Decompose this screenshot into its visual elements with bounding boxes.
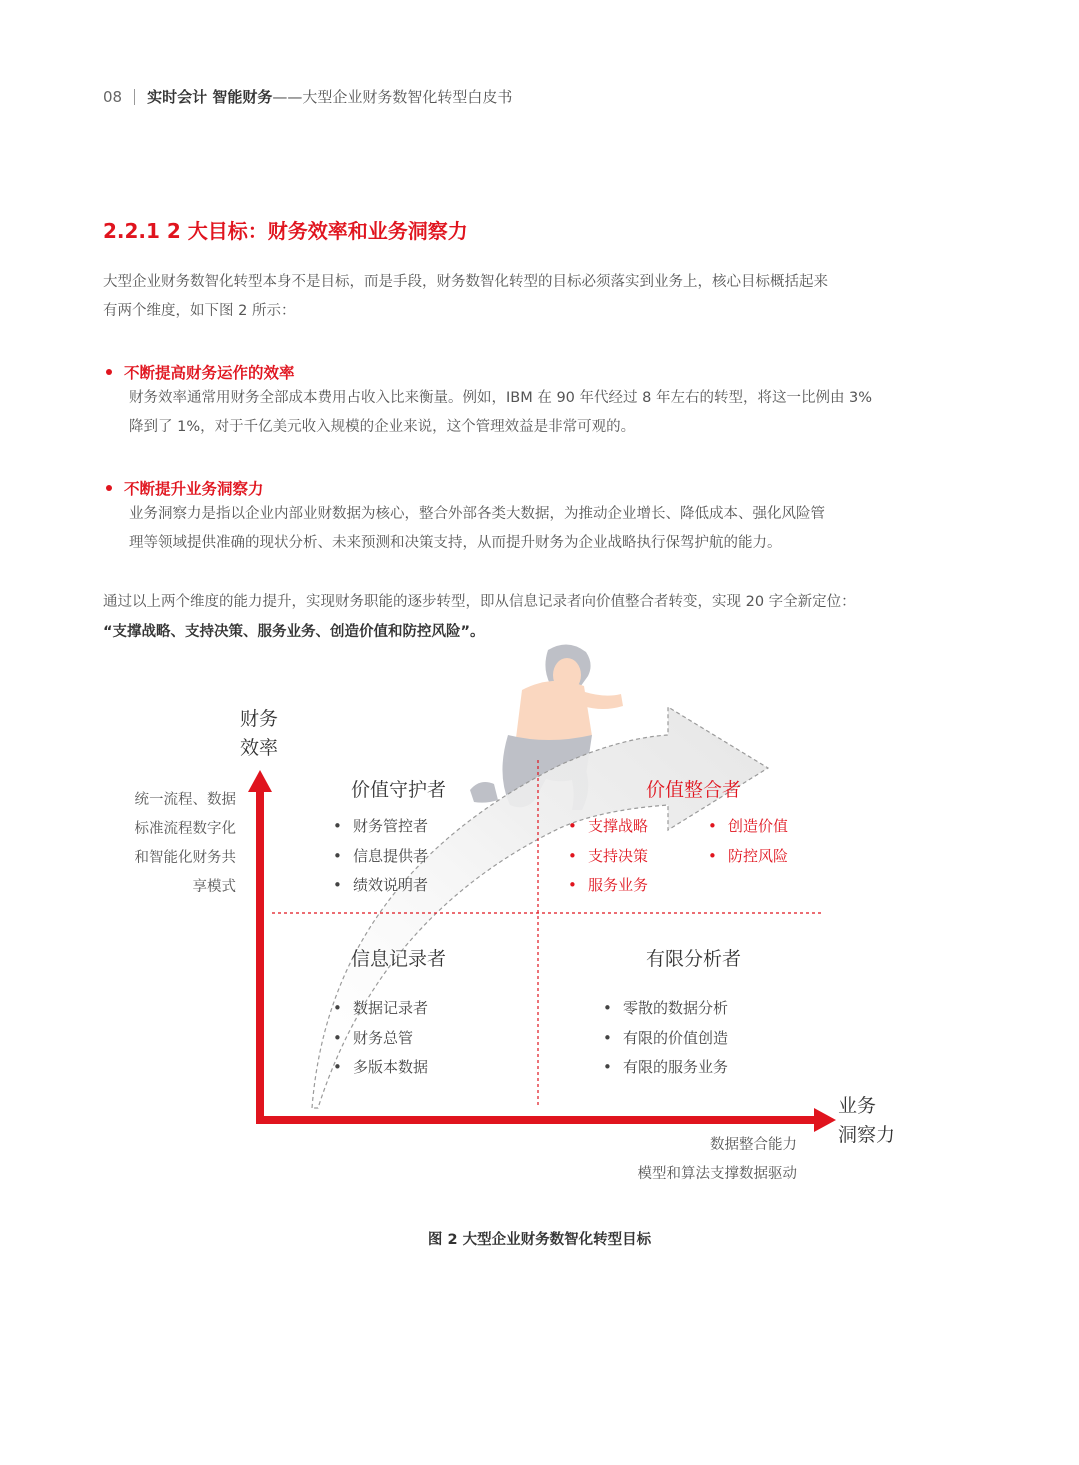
bullet-dot: • [333,999,342,1017]
x-axis-label [838,1092,895,1150]
bullet-dot: • [603,1058,612,1076]
header-title-rest: ——大型企业财务数智化转型白皮书 [272,88,513,106]
bullet-dot: • [333,846,342,865]
y-note-line: 和智能化财务共 [134,850,236,866]
list-item-text: 有限的服务业务 [623,1058,729,1076]
bullet-2-line-1: 业务洞察力是指以企业内部业财数据为核心，整合外部各类大数据，为推动企业增长、降低成本、强化风险管 [129,506,825,522]
list-item [333,1053,428,1083]
intro-line-2: 有两个维度，如下图 2 所示： [103,303,296,319]
bullet-dot: • [603,1028,612,1047]
list-item [568,842,648,872]
quadrant-list-value-integrator-col2 [708,812,788,871]
list-item [708,842,788,872]
quadrant-list-value-guardian [333,812,428,901]
list-item-text: 服务业务 [588,876,649,894]
y-axis-line [256,790,264,1124]
quadrant-title-info-recorder: 信息记录者 [351,948,447,970]
header-title-bold: 实时会计 智能财务 [147,88,273,106]
intro-line-1: 大型企业财务数智化转型本身不是目标，而是手段，财务数智化转型的目标必须落实到业务上，核心目标概括起来 [103,274,828,290]
quadrant-list-limited-analyst [603,994,728,1083]
list-item [603,1024,728,1054]
list-item-text: 防控风险 [728,846,789,865]
bullet-dot: • [708,846,717,865]
list-item-text: 数据记录者 [353,999,429,1017]
bullet-dot: • [568,846,577,865]
bullet-dot: • [603,999,612,1017]
y-note-line: 统一流程、数据 [134,792,236,808]
y-axis-note [100,786,236,902]
bullet-dot: • [333,876,342,894]
y-note-line: 标准流程数字化 [134,821,236,837]
quadrant-list-info-recorder [333,994,428,1083]
quote-positioning: “支撑战略、支持决策、服务业务、创造价值和防控风险”。 [103,624,485,640]
y-axis-label-line-1: 财务 [240,708,279,730]
list-item [708,812,788,842]
list-item [568,871,648,901]
bullet-dot: • [333,1058,342,1076]
x-note-line: 数据整合能力 [710,1137,797,1153]
bullet-dot: • [333,1028,342,1047]
quadrant-title-limited-analyst: 有限分析者 [646,948,742,970]
list-item [603,1053,728,1083]
y-axis-label [240,705,278,763]
list-item-text: 支撑战略 [588,817,649,835]
bullet-2-title-text: 不断提升业务洞察力 [124,480,264,498]
bullet-2-line-2: 理等领域提供准确的现状分析、未来预测和决策支持，从而提升财务为企业战略执行保驾护航的能力。 [129,535,782,551]
y-axis-label-line-2: 效率 [240,737,279,759]
bullet-1-line-1: 财务效率通常用财务全部成本费用占收入比来衡量。例如，IBM 在 90 年代经过 8 年左右的转型，将这一比例由 3% [129,390,873,406]
bullet-1-line-2: 降到了 1%，对于千亿美元收入规模的企业来说，这个管理效益是非常可观的。 [129,419,636,435]
list-item [333,871,428,901]
list-item-text: 支持决策 [588,846,649,865]
x-axis-arrowhead [814,1108,836,1132]
page-number: 08 [103,88,123,106]
quadrant-title-value-guardian: 价值守护者 [351,779,447,801]
x-axis-note [560,1131,797,1189]
quadrant-title-value-integrator: 价值整合者 [646,779,742,801]
y-axis-arrowhead [248,770,272,792]
list-item-text: 多版本数据 [353,1058,429,1076]
list-item [333,842,428,872]
list-item-text: 信息提供者 [353,846,429,865]
list-item-text: 财务管控者 [353,817,429,835]
bullet-dot: • [568,817,577,835]
section-heading: 2.2.1 2 大目标：财务效率和业务洞察力 [103,219,468,243]
x-axis-label-line-2: 洞察力 [838,1124,896,1146]
list-item-text: 创造价值 [728,817,789,835]
x-axis-label-line-1: 业务 [838,1095,877,1117]
list-item-text: 绩效说明者 [353,876,429,894]
list-item [603,994,728,1024]
list-item-text: 零散的数据分析 [623,999,729,1017]
list-item [333,994,428,1024]
bullet-dot: • [708,817,717,835]
bullet-dot: • [333,817,342,835]
list-item [568,812,648,842]
quadrant-list-value-integrator-col1 [568,812,648,901]
conclusion-paragraph: 通过以上两个维度的能力提升，实现财务职能的逐步转型，即从信息记录者向价值整合者转变，实现 20 字全新定位： [103,594,856,610]
figure-caption: 图 2 大型企业财务数智化转型目标 [427,1232,652,1248]
bullet-dot: • [568,876,577,894]
list-item-text: 财务总管 [353,1028,414,1047]
y-note-line: 享模式 [192,879,236,895]
list-item-text: 有限的价值创造 [623,1028,729,1047]
x-note-line: 模型和算法支撑数据驱动 [637,1166,797,1182]
x-axis-line [256,1116,816,1124]
list-item [333,812,428,842]
bullet-1-title-text: 不断提高财务运作的效率 [124,364,295,382]
list-item [333,1024,428,1054]
